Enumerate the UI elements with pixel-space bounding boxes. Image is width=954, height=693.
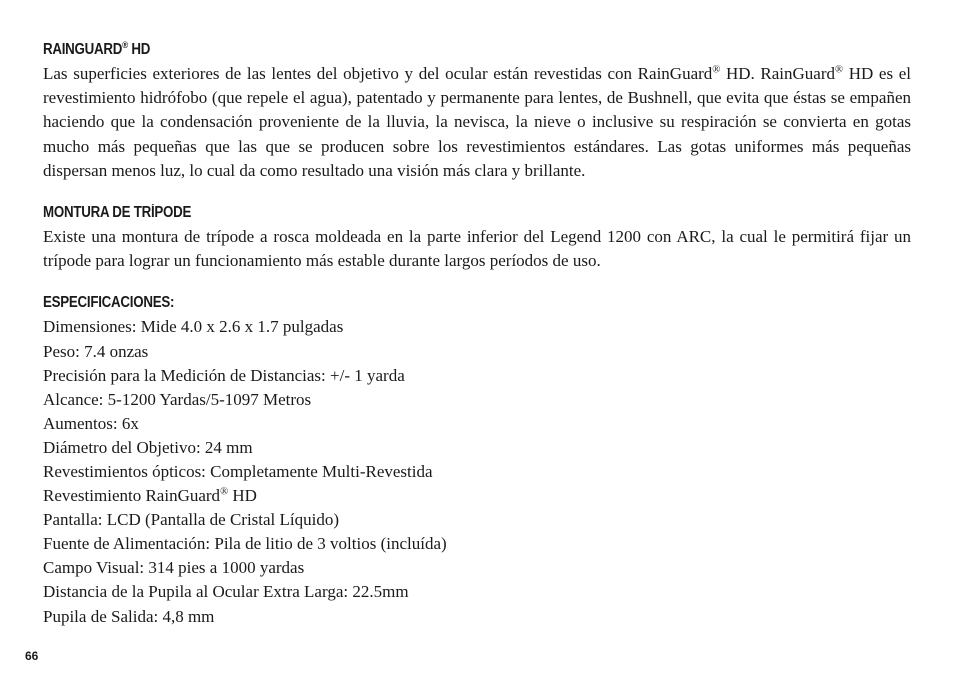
registered-mark: ® — [835, 64, 844, 76]
spec-item: Fuente de Alimentación: Pila de litio de 3 voltios (incluída) — [43, 534, 447, 554]
tripod-heading: MONTURA DE TRÍPODE — [43, 204, 192, 222]
spec-item: Precisión para la Medición de Distancias: +/- 1 yarda — [43, 365, 405, 385]
rainguard-heading — [43, 40, 789, 60]
page-number: 66 — [25, 649, 39, 663]
spec-item: Campo Visual: 314 pies a 1000 yardas — [43, 558, 305, 578]
document-page — [43, 40, 911, 649]
spec-item-rainguard — [43, 484, 911, 508]
spec-item: Aumentos: 6x — [43, 413, 139, 433]
registered-mark: ® — [220, 486, 229, 498]
rainguard-heading-text: RAINGUARD — [43, 41, 123, 58]
registered-mark: ® — [712, 64, 721, 76]
specs-list — [43, 315, 911, 628]
spec-item: Diámetro del Objetivo: 24 mm — [43, 437, 253, 457]
spec-item: Revestimientos ópticos: Completamente Multi-Revestida — [43, 461, 433, 481]
rainguard-text-part-2: HD. RainGuard — [720, 64, 836, 83]
specs-heading: ESPECIFICACIONES: — [43, 294, 175, 312]
spec-item: Pantalla: LCD (Pantalla de Cristal Líquido) — [43, 510, 340, 530]
rainguard-text-part-1: Las superficies exteriores de las lentes del objetivo y del ocular están revestidas con RainGuard — [43, 64, 713, 83]
section-specs — [43, 293, 911, 628]
spec-item: Dimensiones: Mide 4.0 x 2.6 x 1.7 pulgadas — [43, 317, 344, 337]
rainguard-text-part-3: HD es el revestimiento hidrófobo (que repele el agua), patentado y permanente para lentes, de Bushnell, que evita que éstas se empañen haciendo que la condensación proveniente de la lluvia, la nevisca, la nieve o inclusive su respiración se convierta en gotas mucho más pequeñas que las que se producen sobre los revestimientos estándares. Las gotas uniformes más pequeñas dispersan menos luz, lo cual da como resultado una visión más clara y brillante. — [43, 64, 911, 180]
rainguard-paragraph — [43, 62, 911, 183]
spec-item: Distancia de la Pupila al Ocular Extra Larga: 22.5mm — [43, 582, 409, 602]
spec-item: Alcance: 5-1200 Yardas/5-1097 Metros — [43, 389, 312, 409]
spec-item: Pupila de Salida: 4,8 mm — [43, 606, 215, 626]
spec-item: Peso: 7.4 onzas — [43, 341, 149, 361]
tripod-paragraph: Existe una montura de trípode a rosca moldeada en la parte inferior del Legend 1200 con ARC, la cual le permitirá fijar un trípode para lograr un funcionamiento más estable durante largos períodos de uso. — [43, 227, 911, 271]
spec-rainguard-suffix: HD — [228, 486, 257, 506]
section-rainguard — [43, 40, 911, 183]
spec-rainguard-text: Revestimiento RainGuard — [43, 486, 221, 506]
registered-mark: ® — [122, 39, 128, 51]
rainguard-heading-suffix: HD — [127, 41, 151, 58]
section-tripod — [43, 203, 911, 273]
